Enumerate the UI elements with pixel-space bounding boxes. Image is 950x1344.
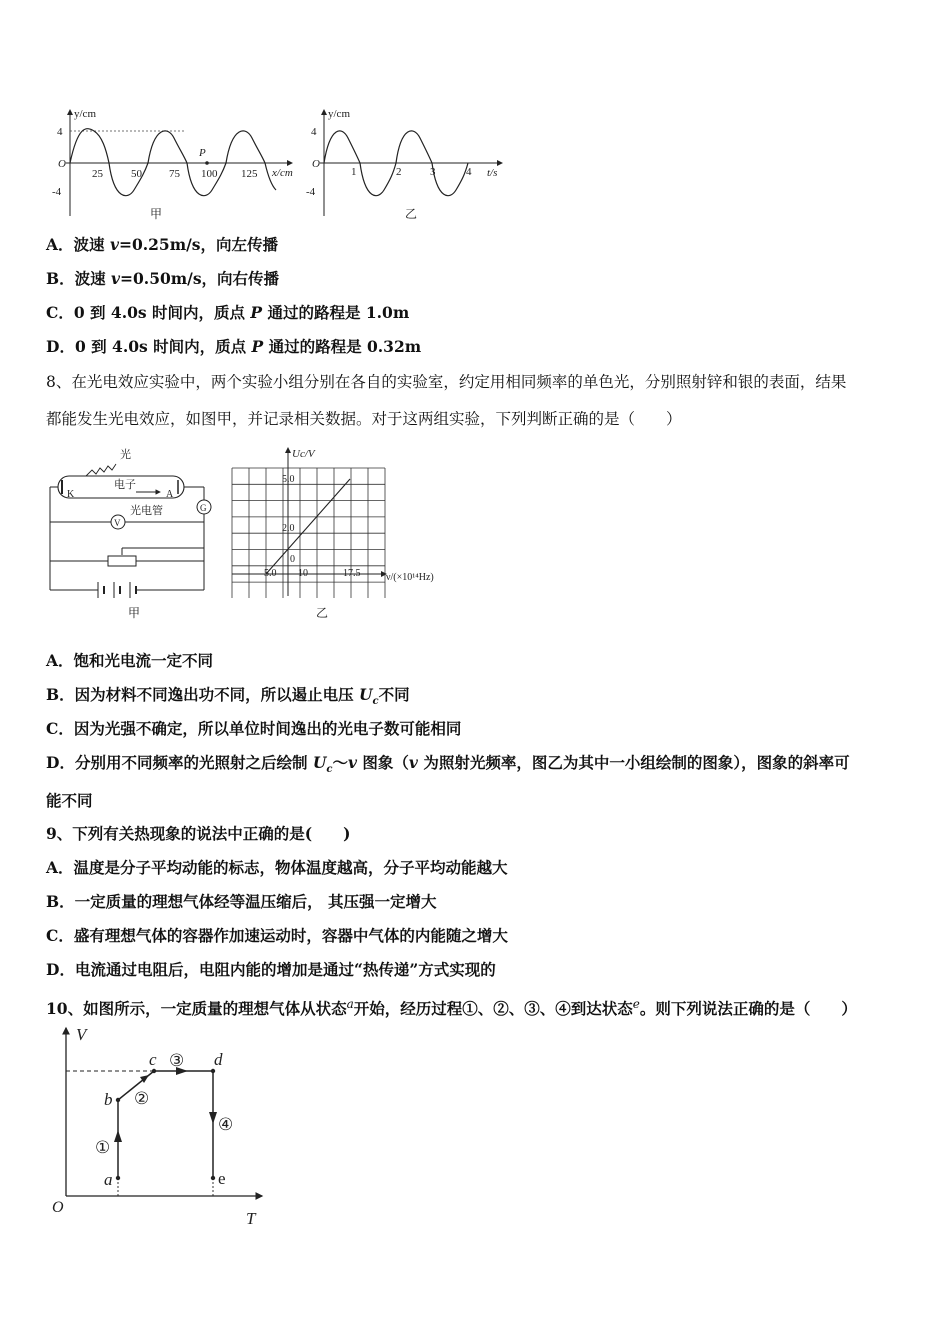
- left-x-tick-3: 75: [169, 168, 180, 180]
- q9-stem: 9、下列有关热现象的说法中正确的是( ): [46, 824, 351, 843]
- point-b-label: b: [104, 1090, 113, 1109]
- q8-stopping-voltage-graph: [226, 444, 462, 624]
- nu-tick-5: 5.0: [264, 568, 277, 579]
- cathode-label: K: [67, 489, 75, 500]
- anode-label: A: [166, 489, 174, 500]
- wave-graph-right: [306, 108, 502, 221]
- voltmeter-label: V: [114, 518, 121, 528]
- right-x-axis-label: t/s: [487, 167, 498, 179]
- process-1-label: ①: [95, 1138, 111, 1157]
- origin-label: O: [52, 1199, 64, 1216]
- wave-graph-left: [52, 108, 293, 221]
- q8-circuit-diagram: [44, 444, 224, 624]
- graph-caption: 乙: [316, 606, 329, 620]
- process-2-label: ②: [134, 1089, 150, 1108]
- q8-stem-line1: 8、在光电效应实验中，两个实验小组分别在各自的实验室，约定用相同频率的单色光，分别照射锌和银的表面，结果: [46, 373, 847, 391]
- q8-stem-line2: 都能发生光电效应，如图甲，并记录相关数据。对于这两组实验，下列判断正确的是（ ）: [46, 410, 682, 428]
- galvanometer-label: G: [200, 503, 207, 513]
- point-p-label: P: [199, 147, 206, 159]
- uc-tick-2: 2.0: [282, 523, 295, 534]
- right-x-tick-4: 4: [466, 166, 472, 178]
- q9-option-c: C．盛有理想气体的容器作加速运动时，容器中气体的内能随之增大: [46, 926, 508, 945]
- q7-option-d: D．0 到 4.0s 时间内，质点 P 通过的路程是 0.32m: [46, 337, 422, 356]
- t-axis-label: T: [246, 1209, 256, 1228]
- point-e-label: e: [218, 1169, 226, 1188]
- point-d-label: d: [214, 1050, 223, 1069]
- right-x-tick-1: 1: [351, 166, 357, 178]
- process-3-label: ③: [169, 1051, 185, 1070]
- left-y-tick-top: 4: [57, 126, 63, 138]
- nu-tick-10: 10: [298, 568, 308, 579]
- q10-stem: 10、如图所示，一定质量的理想气体从状态$^a$开始，经历过程①、②、③、④到达状态$^e$。则下列说法正确的是（ ）: [46, 997, 857, 1019]
- process-4-label: ④: [218, 1115, 234, 1134]
- left-y-tick-bottom: -4: [52, 186, 62, 198]
- left-x-axis-label: x/cm: [272, 167, 293, 179]
- nu-axis-label: ν/(×10¹⁴Hz): [386, 572, 434, 583]
- right-y-axis-label: y/cm: [328, 108, 350, 120]
- q7-option-b: B．波速 v=0.50m/s，向右传播: [46, 269, 280, 288]
- q8-option-a: A．饱和光电流一定不同: [46, 651, 214, 670]
- left-x-tick-4: 100: [201, 168, 218, 180]
- point-a-label: a: [104, 1170, 113, 1189]
- phototube-label: 光电管: [130, 505, 163, 517]
- q9-option-d: D．电流通过电阻后，电阻内能的增加是通过“热传递”方式实现的: [46, 960, 496, 979]
- left-x-tick-5: 125: [241, 168, 258, 180]
- right-y-tick-top: 4: [311, 126, 317, 138]
- electron-label: 电子: [114, 479, 136, 491]
- circuit-caption: 甲: [128, 606, 141, 620]
- q8-option-b: B．因为材料不同逸出功不同，所以遏止电压 $U_c$不同: [46, 685, 410, 708]
- q9-option-a: A．温度是分子平均动能的标志，物体温度越高，分子平均动能越大: [46, 858, 508, 877]
- right-y-tick-bottom: -4: [306, 186, 316, 198]
- q8-option-d-line2: 能不同: [46, 791, 93, 810]
- light-label: 光: [120, 449, 131, 461]
- right-caption: 乙: [405, 207, 418, 221]
- uc-tick-5: 5.0: [282, 474, 295, 485]
- q9-option-b: B．一定质量的理想气体经等温压缩后， 其压强一定增大: [46, 892, 437, 911]
- q7-wave-figures: [44, 104, 514, 226]
- v-axis-label: V: [76, 1025, 87, 1044]
- q7-option-c: C．0 到 4.0s 时间内，质点 P 通过的路程是 1.0m: [46, 303, 410, 322]
- q8-option-c: C．因为光强不确定，所以单位时间逸出的光电子数可能相同: [46, 719, 462, 738]
- uc-v-line: [266, 479, 350, 574]
- q8-option-d: D．分别用不同频率的光照射之后绘制 $U_c\sim v$ 图象（v 为照射光频率，图乙为其中一小组绘制的图象），图象的斜率可: [46, 753, 850, 776]
- left-x-tick-2: 50: [131, 168, 142, 180]
- q7-option-a: A．波速 v=0.25m/s，向左传播: [46, 235, 278, 254]
- uc-axis-label: Uc/V: [292, 448, 315, 460]
- point-c-label: c: [149, 1050, 157, 1069]
- left-y-axis-label: y/cm: [74, 108, 96, 120]
- right-origin: O: [312, 158, 320, 170]
- right-x-tick-3: 3: [430, 166, 436, 178]
- nu-tick-17-5: 17.5: [343, 568, 361, 579]
- uc-tick-0: 0: [290, 554, 295, 565]
- q10-vt-diagram: [44, 1020, 274, 1232]
- left-caption: 甲: [150, 207, 163, 221]
- left-origin: O: [58, 158, 66, 170]
- left-x-tick-1: 25: [92, 168, 103, 180]
- right-x-tick-2: 2: [396, 166, 402, 178]
